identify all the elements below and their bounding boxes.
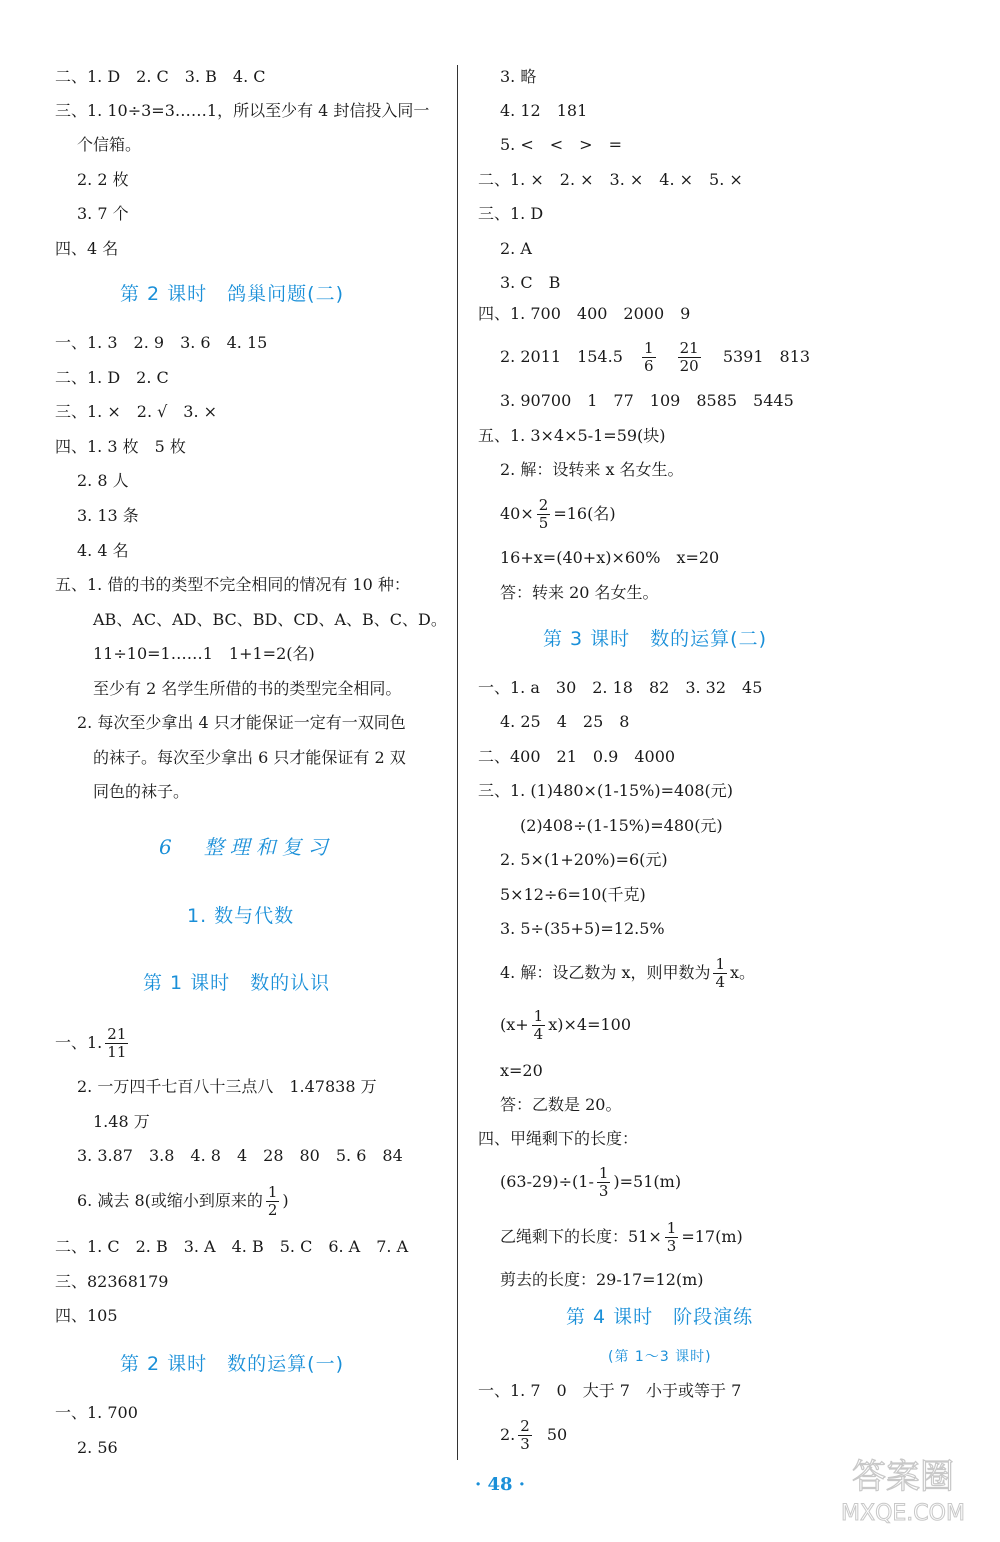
answer-text: =16(名) xyxy=(553,504,616,523)
fraction xyxy=(518,1418,532,1453)
answer-text: 一、1. xyxy=(55,1033,103,1052)
answer-line: 5. < < > = xyxy=(500,135,622,154)
answer-line: 同色的袜子。 xyxy=(93,782,190,801)
answer-line: 四、1. 3 枚 5 枚 xyxy=(55,437,186,456)
answer-line: 3. 13 条 xyxy=(77,506,139,525)
answer-text: x。 xyxy=(730,963,756,982)
answer-line: 四、甲绳剩下的长度： xyxy=(478,1129,639,1148)
answer-line: 16+x=(40+x)×60% x=20 xyxy=(500,548,720,567)
fraction-numerator: 21 xyxy=(679,339,699,357)
answer-text: x)×4=100 xyxy=(548,1015,632,1034)
answer-line: x=20 xyxy=(500,1061,543,1080)
answer-line: 2. 8 人 xyxy=(77,471,129,490)
answer-line: 3. 7 个 xyxy=(77,204,129,223)
section-title: 第 2 课时 数的运算(一) xyxy=(120,1353,344,1375)
answer-line: 2. 解：设转来 x 名女生。 xyxy=(500,460,684,479)
fraction-numerator: 1 xyxy=(715,955,726,973)
fraction-numerator: 1 xyxy=(643,339,654,357)
fraction-denominator: 3 xyxy=(598,1182,609,1200)
answer-line: 答：转来 20 名女生。 xyxy=(500,583,659,602)
answer-line: 一、1. a 30 2. 18 82 3. 32 45 xyxy=(478,678,763,697)
answer-line: 3. 5÷(35+5)=12.5% xyxy=(500,919,665,938)
answer-text: =17(m) xyxy=(681,1227,743,1246)
section-title: 第 3 课时 数的运算(二) xyxy=(543,628,767,650)
answer-line: 2. A xyxy=(500,239,532,258)
fraction-denominator: 20 xyxy=(679,357,699,375)
fraction xyxy=(665,1220,679,1255)
answer-line: 11÷10=1……1 1+1=2(名) xyxy=(93,644,315,663)
answer-line xyxy=(500,1418,567,1453)
answer-line: 三、82368179 xyxy=(55,1272,169,1291)
answer-line: AB、AC、AD、BC、BD、CD、A、B、C、D。 xyxy=(93,610,447,629)
answer-line: 3. 略 xyxy=(500,67,537,86)
fraction xyxy=(713,956,727,991)
answer-text: ) xyxy=(282,1191,289,1210)
answer-line xyxy=(55,1026,131,1061)
answer-line: (2)408÷(1-15%)=480(元) xyxy=(520,816,723,835)
answer-line xyxy=(500,1165,681,1200)
answer-line: 二、1. × 2. × 3. × 4. × 5. × xyxy=(478,170,743,189)
answer-line: 4. 4 名 xyxy=(77,541,129,560)
answer-line xyxy=(500,956,755,991)
fraction-numerator: 1 xyxy=(598,1164,609,1182)
answer-line: 五、1. 3×4×5-1=59(块) xyxy=(478,426,666,445)
fraction-denominator: 5 xyxy=(538,514,549,532)
page-number: · 48 · xyxy=(474,1474,526,1495)
fraction xyxy=(105,1026,128,1061)
answer-line: 一、1. 700 xyxy=(55,1403,138,1422)
answer-text: (63-29)÷(1- xyxy=(500,1172,594,1191)
fraction xyxy=(266,1184,280,1219)
answer-line: 三、1. D xyxy=(478,204,544,223)
watermark-text: 答案圈 xyxy=(852,1457,954,1497)
column-divider xyxy=(457,65,458,1460)
answer-line xyxy=(500,340,810,375)
fraction-denominator: 3 xyxy=(520,1435,530,1453)
fraction-denominator: 3 xyxy=(666,1237,677,1255)
fraction-numerator: 1 xyxy=(666,1219,677,1237)
answer-line: 2. 56 xyxy=(77,1438,118,1457)
fraction xyxy=(597,1165,611,1200)
answer-line: 五、1. 借的书的类型不完全相同的情况有 10 种： xyxy=(55,575,410,594)
answer-line: 3. C B xyxy=(500,273,561,292)
fraction-numerator: 21 xyxy=(107,1025,127,1043)
answer-text: 6. 减去 8(或缩小到原来的 xyxy=(77,1191,263,1210)
section-title: 第 1 课时 数的认识 xyxy=(143,972,331,994)
answer-text: 2. xyxy=(500,1425,516,1444)
answer-line: 至少有 2 名学生所借的书的类型完全相同。 xyxy=(93,679,402,698)
fraction-denominator: 4 xyxy=(533,1025,544,1043)
answer-line: 的袜子。每次至少拿出 6 只才能保证有 2 双 xyxy=(93,748,406,767)
fraction-numerator: 1 xyxy=(267,1183,278,1201)
answer-line: 5×12÷6=10(千克) xyxy=(500,885,646,904)
answer-text: )=51(m) xyxy=(613,1172,682,1191)
fraction-numerator: 2 xyxy=(538,496,549,514)
answer-line: 2. 一万四千七百八十三点八 1.47838 万 xyxy=(77,1077,377,1096)
answer-line: 三、1. 10÷3=3……1，所以至少有 4 封信投入同一 xyxy=(55,101,430,120)
answer-line: 二、1. D 2. C 3. B 4. C xyxy=(55,67,266,86)
answer-line: 四、1. 700 400 2000 9 xyxy=(478,304,691,323)
fraction-denominator: 2 xyxy=(267,1201,278,1219)
answer-line: 二、1. D 2. C xyxy=(55,368,169,387)
answer-line: 一、1. 7 0 大于 7 小于或等于 7 xyxy=(478,1381,742,1400)
answer-line: 2. 5×(1+20%)=6(元) xyxy=(500,850,668,869)
answer-line: 三、1. (1)480×(1-15%)=408(元) xyxy=(478,781,734,800)
fraction-denominator: 4 xyxy=(715,973,726,991)
fraction xyxy=(678,340,701,375)
answer-line: 三、1. × 2. √ 3. × xyxy=(55,402,218,421)
answer-text: 50 xyxy=(546,1425,568,1444)
answer-line: 二、400 21 0.9 4000 xyxy=(478,747,676,766)
answer-line: 答：乙数是 20。 xyxy=(500,1095,622,1114)
answer-line xyxy=(77,1184,289,1219)
fraction xyxy=(532,1008,546,1043)
answer-text: 2. 2011 154.5 xyxy=(500,347,623,366)
fraction-numerator: 2 xyxy=(520,1417,530,1435)
watermark-logo xyxy=(823,1448,983,1528)
answer-line: 四、105 xyxy=(55,1306,118,1325)
answer-line xyxy=(500,1008,631,1043)
answer-line: 4. 25 4 25 8 xyxy=(500,712,630,731)
answer-text: 4. 解：设乙数为 x，则甲数为 xyxy=(500,963,711,982)
answer-line xyxy=(500,497,616,532)
fraction-numerator: 1 xyxy=(533,1007,544,1025)
section-title: 第 4 课时 阶段演练 xyxy=(566,1306,754,1328)
answer-line: 3. 90700 1 77 109 8585 5445 xyxy=(500,391,794,410)
fraction-denominator: 6 xyxy=(643,357,654,375)
fraction xyxy=(642,340,656,375)
section-title: 1. 数与代数 xyxy=(187,905,295,927)
answer-line: 2. 每次至少拿出 4 只才能保证一定有一双同色 xyxy=(77,713,406,732)
answer-text: 乙绳剩下的长度：51× xyxy=(500,1227,662,1246)
answer-line: 剪去的长度：29-17=12(m) xyxy=(500,1270,704,1289)
answer-text: 5391 813 xyxy=(722,347,811,366)
watermark-url: MXQE.COM xyxy=(841,1501,965,1526)
answer-text: 40× xyxy=(500,504,534,523)
answer-line: 四、4 名 xyxy=(55,239,119,258)
section-title: 第 2 课时 鸽巢问题(二) xyxy=(120,283,344,305)
answer-line: 二、1. C 2. B 3. A 4. B 5. C 6. A 7. A xyxy=(55,1237,409,1256)
section-subtitle: (第 1～3 课时) xyxy=(608,1349,712,1365)
answer-line: 1.48 万 xyxy=(93,1112,150,1131)
answer-line: 一、1. 3 2. 9 3. 6 4. 15 xyxy=(55,333,268,352)
answer-line: 2. 2 枚 xyxy=(77,170,129,189)
answer-line xyxy=(500,1220,743,1255)
answer-line: 4. 12 181 xyxy=(500,101,588,120)
answer-line: 个信箱。 xyxy=(77,135,142,154)
fraction-denominator: 11 xyxy=(107,1043,127,1061)
fraction xyxy=(537,497,551,532)
chapter-title: 6 整理和复习 xyxy=(159,835,334,859)
answer-text: (x+ xyxy=(500,1015,529,1034)
answer-line: 3. 3.87 3.8 4. 8 4 28 80 5. 6 84 xyxy=(77,1146,403,1165)
